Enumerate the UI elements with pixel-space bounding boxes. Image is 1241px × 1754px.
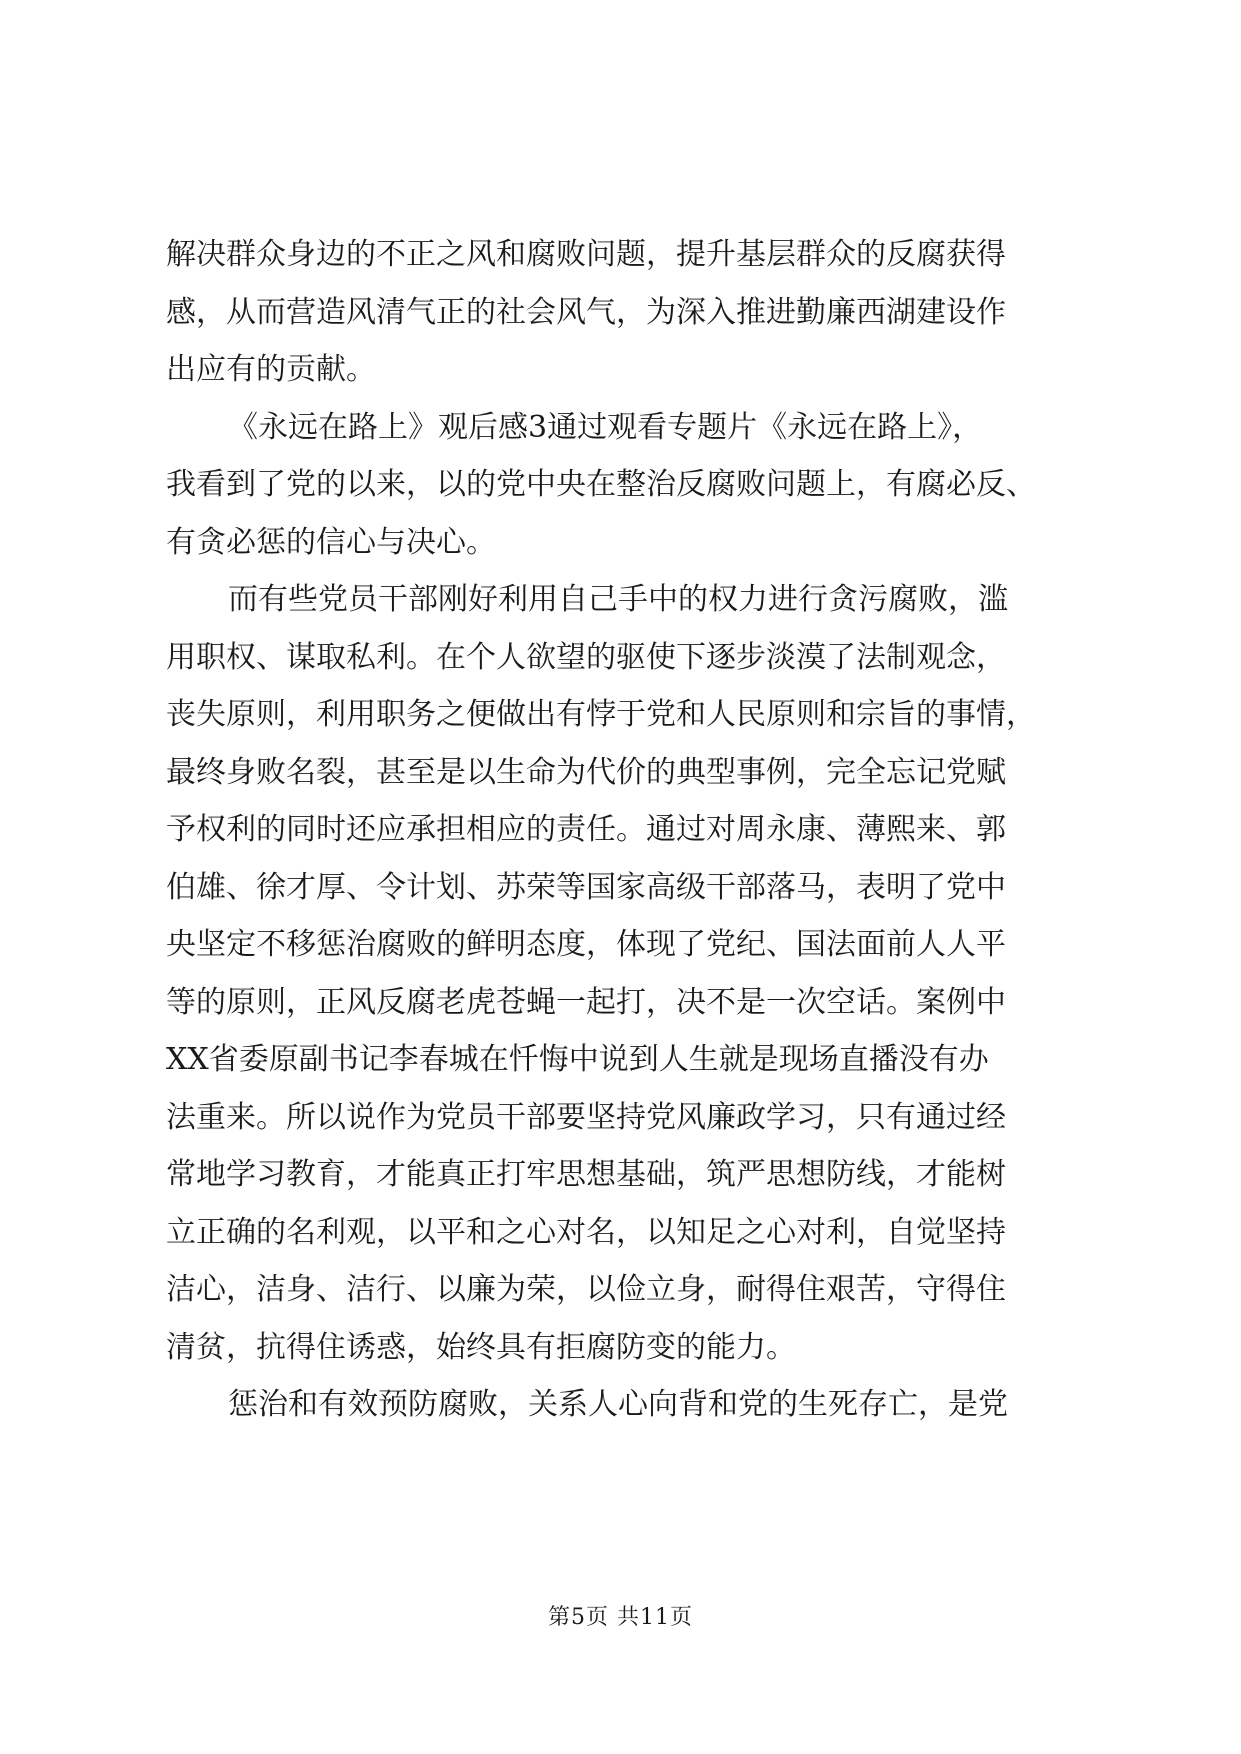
text-line: 用职权、谋取私利。在个人欲望的驱使下逐步淡漠了法制观念，: [166, 639, 1006, 675]
text-line: 解决群众身边的不正之风和腐败问题，提升基层群众的反腐获得: [166, 237, 1006, 272]
text-line: 而有些党员干部刚好利用自己手中的权力进行贪污腐败，滥: [228, 582, 1008, 617]
text-line: 洁心，洁身、洁行、以廉为荣，以俭立身，耐得住艰苦，守得住: [166, 1272, 1006, 1307]
text-line: 予权利的同时还应承担相应的责任。通过对周永康、薄熙来、郭: [166, 812, 1006, 847]
text-line: 央坚定不移惩治腐败的鲜明态度，体现了党纪、国法面前人人平: [166, 927, 1006, 962]
text-line: 法重来。所以说作为党员干部要坚持党风廉政学习，只有通过经: [166, 1099, 1006, 1135]
text-line: 常地学习教育，才能真正打牢思想基础，筑严思想防线，才能树: [166, 1157, 1006, 1192]
page-footer: 第5页 共11页: [548, 1605, 693, 1630]
text-line: 最终身败名裂，甚至是以生命为代价的典型事例，完全忘记党赋: [166, 754, 1006, 790]
text-line: 感，从而营造风清气正的社会风气，为深入推进勤廉西湖建设作: [166, 294, 1006, 330]
text-line: 丧失原则，利用职务之便做出有悖于党和人民原则和宗旨的事情，: [166, 697, 1036, 732]
body-text: [166, 226, 1076, 1434]
text-line: 我看到了党的以来，以的党中央在整治反腐败问题上，有腐必反、: [166, 467, 1036, 502]
text-line: 伯雄、徐才厚、令计划、苏荣等国家高级干部落马，表明了党中: [166, 869, 1006, 905]
text-line: 等的原则，正风反腐老虎苍蝇一起打，决不是一次空话。案例中: [166, 984, 1006, 1020]
text-line: 有贪必惩的信心与决心。: [166, 524, 496, 560]
text-line: 清贫，抗得住诱惑，始终具有拒腐防变的能力。: [166, 1329, 796, 1365]
text-line: XX省委原副书记李春城在忏悔中说到人生就是现场直播没有办: [166, 1042, 989, 1077]
text-line: 出应有的贡献。: [166, 352, 376, 387]
text-line: 惩治和有效预防腐败，关系人心向背和党的生死存亡，是党: [228, 1387, 1008, 1422]
text-line: 立正确的名利观，以平和之心对名，以知足之心对利，自觉坚持: [166, 1214, 1006, 1250]
text-line: 《永远在路上》观后感3通过观看专题片《永远在路上》，: [228, 409, 983, 445]
